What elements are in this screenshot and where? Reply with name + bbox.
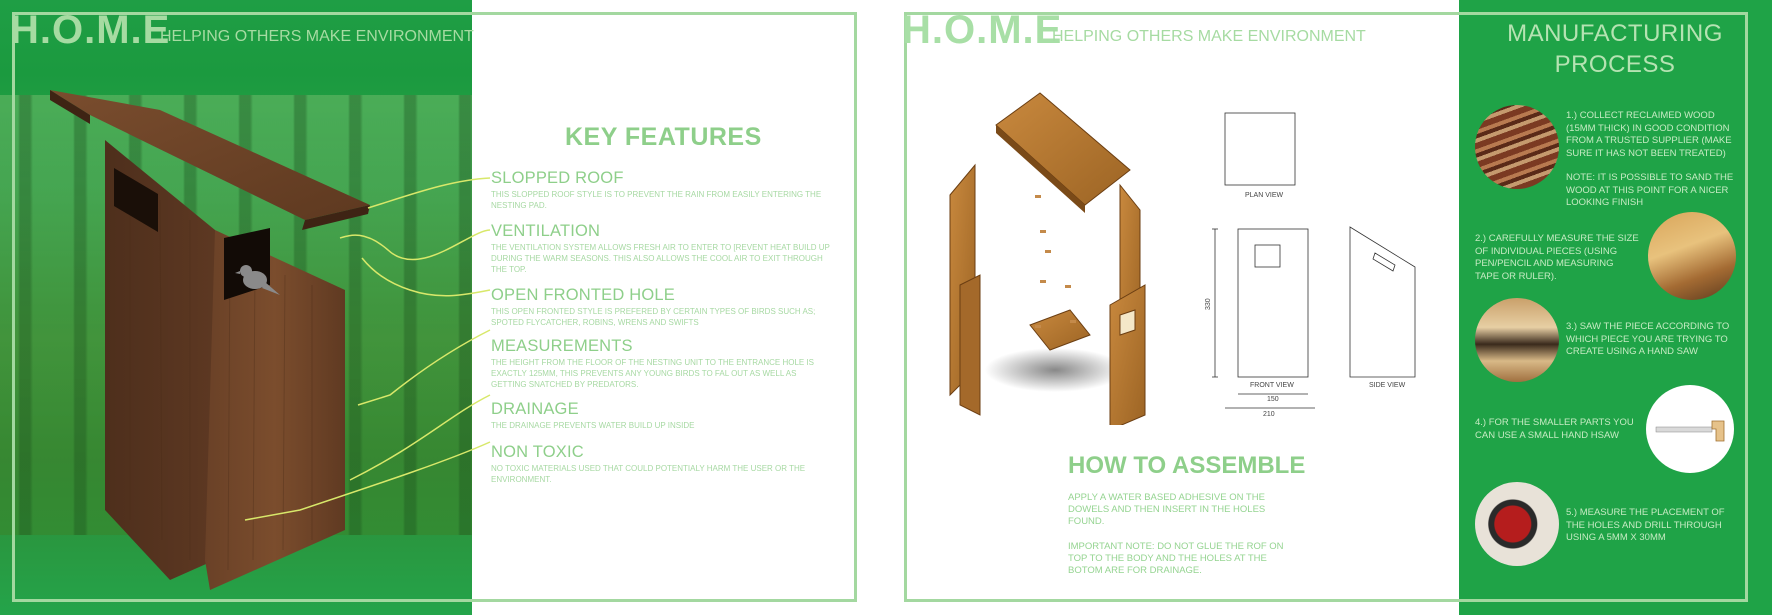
feature-open-fronted-hole — [491, 286, 831, 328]
step-1-note: NOTE: IT IS POSSIBLE TO SAND THE WOOD AT THIS POINT FOR A NICER LOOKING FINISH — [1566, 172, 1734, 208]
feature-non-toxic — [491, 443, 831, 485]
assembly-instructions: APPLY A WATER BASED ADHESIVE ON THE DOWELS AND THEN INSERT IN THE HOLES FOUND. — [1068, 492, 1266, 527]
feature-heading: DRAINAGE — [491, 400, 579, 418]
feature-body: NO TOXIC MATERIALS USED THAT COULD POTENTIALY HARM THE USER OR THE ENVIRONMENT. — [491, 464, 806, 484]
step-2-text: 2.) CAREFULLY MEASURE THE SIZE OF INDIVIDUAL PIECES (USING PEN/PENCIL AND MEASURING TAPE OR RULER). — [1475, 233, 1639, 282]
plan-view-shape — [1225, 113, 1295, 185]
assembly-important-note: IMPORTANT NOTE: DO NOT GLUE THE ROF ON TOP TO THE BODY AND THE HOLES AT THE BOTOM ARE FOR DRAINAGE. — [1068, 541, 1284, 576]
feature-drainage — [491, 400, 831, 431]
page-gutter — [872, 0, 902, 615]
feature-heading: SLOPPED ROOF — [491, 169, 624, 187]
hacksaw-icon — [1654, 415, 1726, 445]
exploded-view-diagram — [940, 85, 1180, 425]
reclaimed-wood-photo — [1475, 105, 1559, 189]
plan-view-label: PLAN VIEW — [1245, 192, 1284, 199]
step-5-text: 5.) MEASURE THE PLACEMENT OF THE HOLES AND DRILL THROUGH USING A 5MM X 30MM — [1566, 507, 1725, 543]
mp-title-line2: PROCESS — [1554, 51, 1676, 78]
brand-logo: H.O.M.E — [10, 8, 171, 52]
side-view-label: SIDE VIEW — [1369, 382, 1406, 389]
brand-tagline-right: HELPING OTHERS MAKE ENVIRONMENT — [1052, 28, 1366, 45]
step-3-text: 3.) SAW THE PIECE ACCORDING TO WHICH PIECE YOU ARE TRYING TO CREATE USING A HAND SAW — [1566, 321, 1730, 357]
front-width-dimension: 150 — [1267, 396, 1279, 403]
feature-ventilation — [491, 222, 831, 275]
hacksaw-photo — [1646, 385, 1734, 473]
feature-heading: VENTILATION — [491, 222, 601, 240]
feature-heading: NON TOXIC — [491, 443, 584, 461]
brand-logo-right: H.O.M.E — [902, 8, 1063, 52]
feature-body: THIS SLOPPED ROOF STYLE IS TO PREVENT THE RAIN FROM EASILY ENTERING THE NESTING PAD. — [491, 190, 822, 210]
manufacturing-process-title — [1480, 18, 1750, 80]
feature-body: THIS OPEN FRONTED STYLE IS PREFERED BY CERTAIN TYPES OF BIRDS SUCH AS; SPOTED FLYCATCHER, ROBINS, WRENS AND SWIFTS — [491, 307, 816, 327]
feature-body: THE VENTILATION SYSTEM ALLOWS FRESH AIR TO ENTER TO [REVENT HEAT BUILD UP DURING THE WARM SEASONS. THIS ALSO ALLOWS THE COOL AIR TO EXIT THROUGH THE TOP. — [491, 243, 830, 274]
brand-tagline: HELPING OTHERS MAKE ENVIRONMENT — [160, 28, 474, 45]
sawing-photo — [1475, 298, 1559, 382]
total-width-dimension: 210 — [1263, 411, 1275, 418]
feature-body: THE HEIGHT FROM THE FLOOR OF THE NESTING UNIT TO THE ENTRANCE HOLE IS EXACTLY 125MM, THIS PREVENTS ANY YOUNG BIRDS TO FAL OUT AS WELL AS GETTING SNATCHED BY PREDATORS. — [491, 358, 815, 389]
height-dimension: 330 — [1205, 298, 1212, 310]
how-to-assemble-title: HOW TO ASSEMBLE — [1068, 452, 1306, 479]
measuring-photo — [1648, 212, 1736, 300]
key-features-title: KEY FEATURES — [565, 123, 762, 151]
drill-photo — [1475, 482, 1559, 566]
feature-measurements — [491, 337, 831, 390]
feature-body: THE DRAINAGE PREVENTS WATER BUILD UP INSIDE — [491, 421, 695, 430]
feature-slopped-roof — [491, 169, 831, 211]
side-view-shape — [1350, 227, 1415, 377]
step-4-text: 4.) FOR THE SMALLER PARTS YOU CAN USE A SMALL HAND HSAW — [1475, 417, 1634, 441]
feature-heading: OPEN FRONTED HOLE — [491, 286, 676, 304]
step-1-text: 1.) COLLECT RECLAIMED WOOD (15MM THICK) IN GOOD CONDITION FROM A TRUSTED SUPPLIER (MAKE SURE IT HAS NOT BEEN TREATED) — [1566, 110, 1732, 159]
orthographic-drawings — [1205, 105, 1450, 445]
front-view-shape — [1238, 229, 1308, 377]
mp-title-line1: MANUFACTURING — [1507, 20, 1723, 47]
feature-heading: MEASUREMENTS — [491, 337, 633, 355]
front-view-label: FRONT VIEW — [1250, 382, 1294, 389]
callout-lines — [150, 160, 495, 560]
